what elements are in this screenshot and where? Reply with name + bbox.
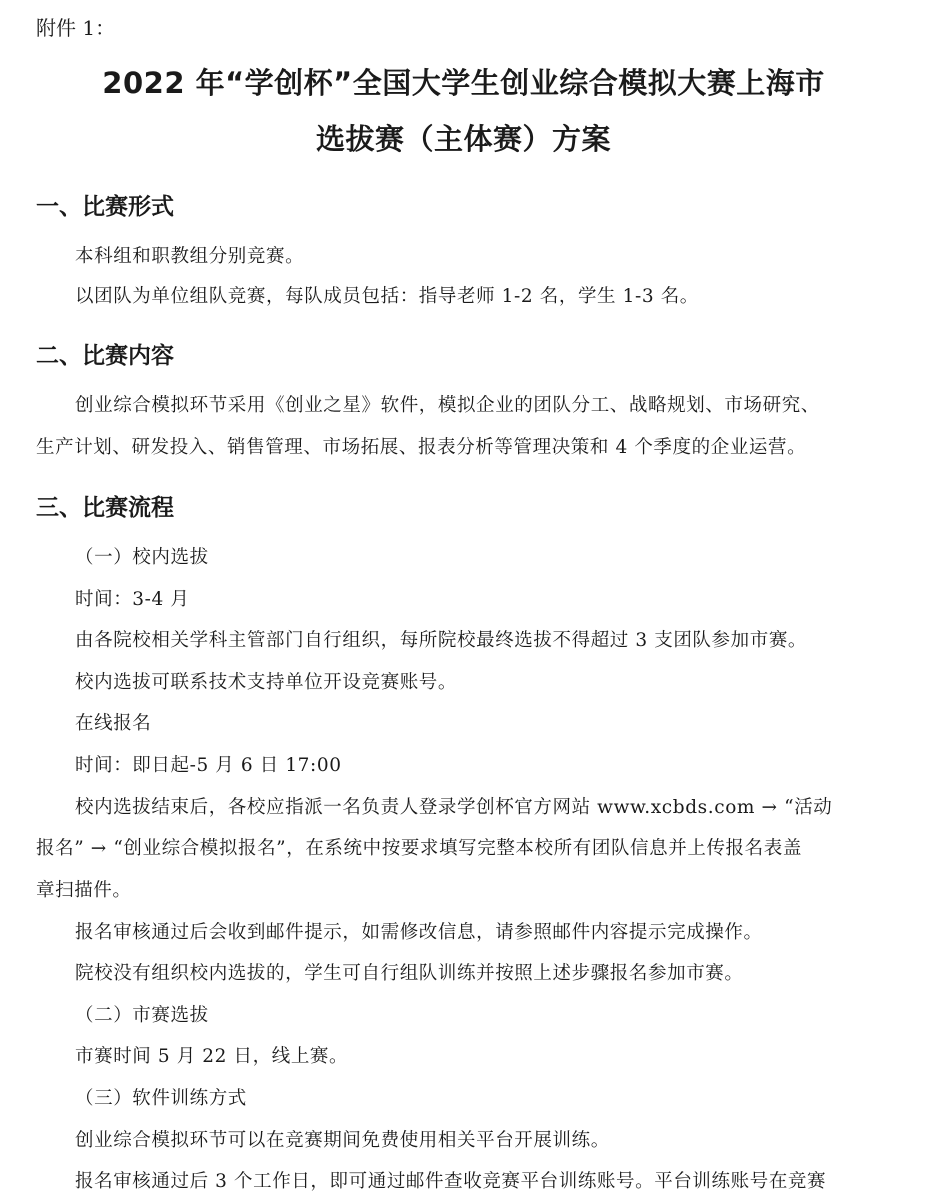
paragraph: 时间：3-4 月 [75, 589, 190, 610]
paragraph: 时间：即日起-5 月 6 日 17:00 [75, 755, 342, 776]
paragraph: 市赛时间 5 月 22 日，线上赛。 [75, 1046, 349, 1067]
section-heading-process: 三、比赛流程 [36, 495, 174, 521]
paragraph-line: 报名” → “创业综合模拟报名”，在系统中按要求填写完整本校所有团队信息并上传报名表盖 [36, 838, 802, 859]
paragraph-line: 生产计划、研发投入、销售管理、市场拓展、报表分析等管理决策和 4 个季度的企业运营。 [36, 437, 807, 458]
section-heading-format: 一、比赛形式 [36, 194, 174, 220]
paragraph-line: 校内选拔结束后，各校应指派一名负责人登录学创杯官方网站 www.xcbds.com → “活动 [75, 797, 833, 818]
subheading: （二）市赛选拔 [75, 1005, 209, 1026]
document-title-line-2: 选拔赛（主体赛）方案 [315, 122, 611, 156]
paragraph: 校内选拔可联系技术支持单位开设竞赛账号。 [75, 672, 458, 693]
paragraph: 由各院校相关学科主管部门自行组织，每所院校最终选拔不得超过 3 支团队参加市赛。 [75, 630, 808, 651]
subheading: （一）校内选拔 [75, 547, 209, 568]
section-heading-content: 二、比赛内容 [36, 343, 174, 369]
paragraph: 报名审核通过后 3 个工作日，即可通过邮件查收竞赛平台训练账号。平台训练账号在竞赛 [75, 1171, 827, 1192]
paragraph-line: 章扫描件。 [36, 880, 132, 901]
attachment-label: 附件 1： [36, 16, 116, 40]
paragraph: 创业综合模拟环节可以在竞赛期间免费使用相关平台开展训练。 [75, 1130, 610, 1151]
paragraph: 院校没有组织校内选拔的，学生可自行组队训练并按照上述步骤报名参加市赛。 [75, 963, 744, 984]
paragraph: 以团队为单位组队竞赛，每队成员包括：指导老师 1-2 名，学生 1-3 名。 [75, 286, 699, 307]
paragraph-line: 创业综合模拟环节采用《创业之星》软件，模拟企业的团队分工、战略规划、市场研究、 [75, 395, 820, 416]
paragraph: 在线报名 [75, 713, 152, 734]
paragraph: 报名审核通过后会收到邮件提示，如需修改信息，请参照邮件内容提示完成操作。 [75, 922, 763, 943]
paragraph: 本科组和职教组分别竞赛。 [75, 246, 305, 267]
document-title-line-1: 2022 年“学创杯”全国大学生创业综合模拟大赛上海市 [102, 66, 825, 100]
subheading: （三）软件训练方式 [75, 1088, 247, 1109]
